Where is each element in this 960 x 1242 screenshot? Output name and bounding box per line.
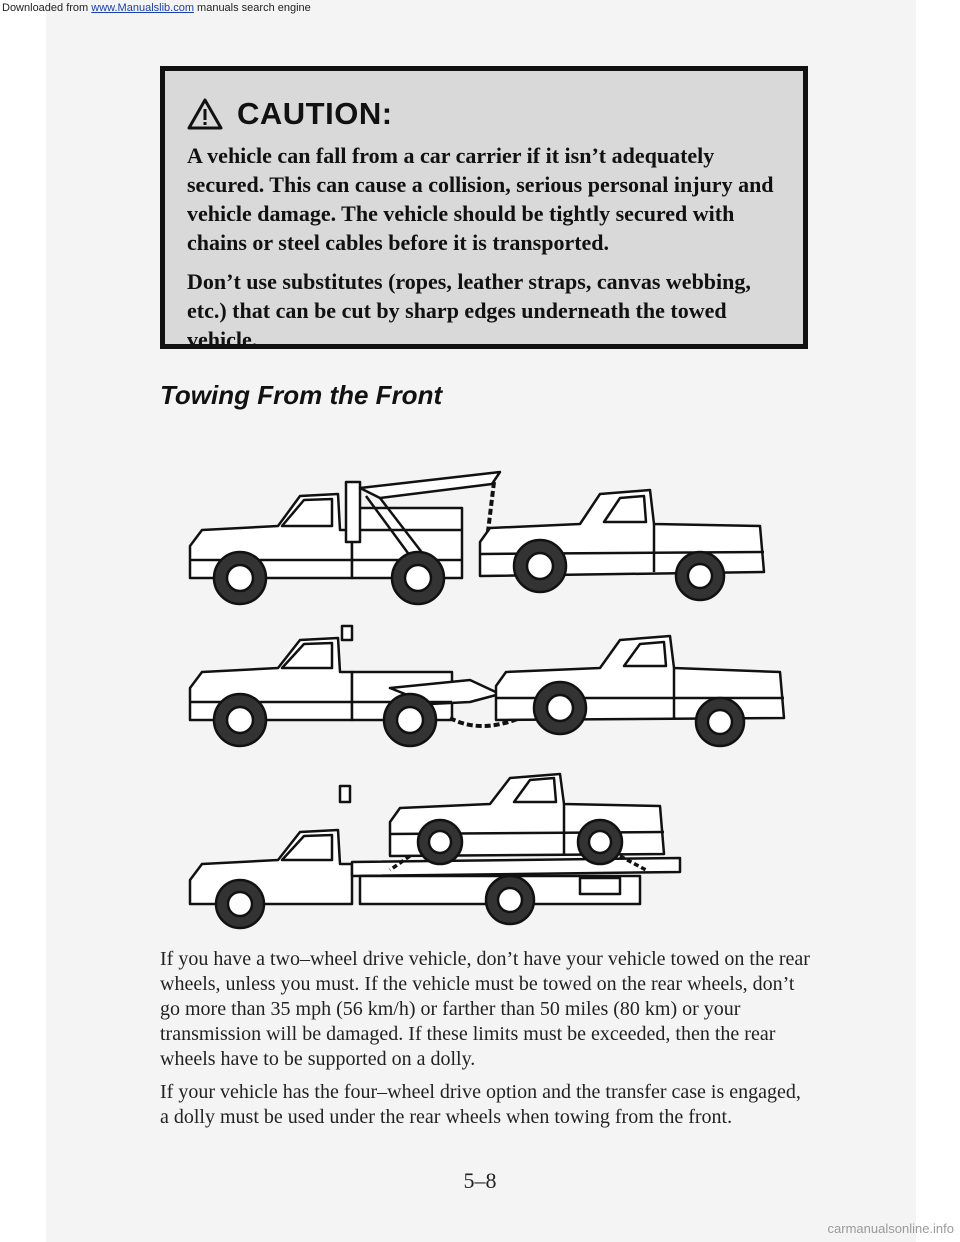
caution-paragraph-2: Don’t use substitutes (ropes, leather straps, canvas webbing, etc.) that can be cut by sharp edges underneath the towed vehicle. (187, 269, 751, 352)
section-title: Towing From the Front (160, 380, 443, 410)
car-carrier-flatbed-illustration (180, 770, 800, 930)
warning-triangle-icon (187, 98, 223, 130)
manualslib-link[interactable]: www.Manualslib.com (91, 2, 194, 14)
body-paragraph-1: If you have a two–wheel drive vehicle, don’t have your vehicle towed on the rear wheels, unless you must. If the vehicle must be towed on the rear wheels, don’t go more than 35 mph (56 km/h) or farther than 50 miles (80 km) or your transmission will be damaged. If these limits must be exceeded, then the rear wheels have to be supported on a dolly. (160, 948, 810, 1070)
header-prefix: Downloaded from (2, 2, 92, 14)
caution-heading (187, 91, 779, 137)
page-number: 5–8 (463, 1168, 497, 1193)
download-header (0, 0, 960, 16)
caution-title: CAUTION: (237, 96, 393, 131)
body-paragraph-2: If your vehicle has the four–wheel drive option and the transfer case is engaged, a dolly must be used under the rear wheels when towing from the front. (160, 1081, 801, 1128)
caution-paragraph-1: A vehicle can fall from a car carrier if it isn’t adequately secured. This can cause a collision, serious personal injury and vehicle damage. The vehicle should be tightly secured with chains or steel cables before it is transported. (187, 143, 774, 255)
tow-truck-sling-illustration (180, 468, 800, 616)
body-text (160, 947, 812, 1138)
caution-box (160, 66, 808, 352)
tow-truck-wheel-lift-illustration (180, 622, 800, 750)
watermark-text: carmanualsonline.info (827, 1221, 954, 1236)
header-suffix: manuals search engine (193, 2, 311, 14)
